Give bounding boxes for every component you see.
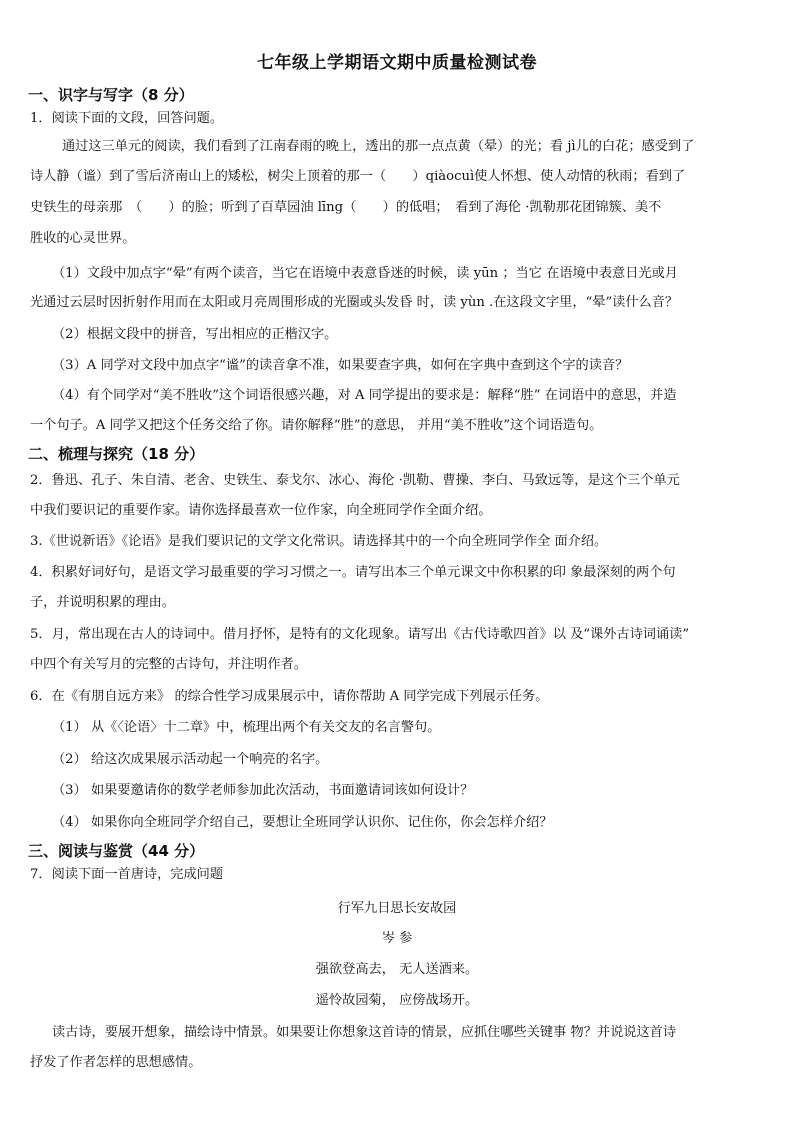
q6-sub4: （4） 如果你向全班同学介绍自己，要想让全班同学认识你、记住你，你会怎样介绍？ xyxy=(52,815,553,830)
q1-sub2: （2）根据文段中的拼音，写出相应的正楷汉字。 xyxy=(52,327,338,342)
poem-line-2: 遥怜故园菊， 应傍战场开。 xyxy=(315,993,479,1008)
q1-passage-line-4: 胜收的心灵世界。 xyxy=(30,231,136,246)
poem-title: 行军九日思长安故园 xyxy=(337,901,457,916)
q1-intro: 1．阅读下面的文段，回答问题。 xyxy=(30,111,224,126)
q3: 3.《世说新语》《论语》是我们要识记的文学文化常识。请选择其中的一个向全班同学作全 面介绍。 xyxy=(30,534,608,549)
q6-intro: 6．在《有朋自远方来》 的综合性学习成果展示中，请你帮助 A 同学完成下列展示任务。 xyxy=(30,689,549,704)
q1-passage-line-3: 史铁生的母亲那 （ ）的脸；听到了百草园油 līng（ ）的低唱； 看到了海伦 ·凯勒那花团锦簇、美不 xyxy=(30,200,662,215)
q4-line-2: 子，并说明积累的理由。 xyxy=(30,595,176,610)
q6-sub2: （2） 给这次成果展示活动起一个响亮的名字。 xyxy=(52,752,329,767)
section-heading-3: 三、阅读与鉴赏（44 分） xyxy=(28,842,205,860)
q5-line-2: 中四个有关写月的完整的古诗句，并注明作者。 xyxy=(30,657,307,672)
exam-title: 七年级上学期语文期中质量检测试卷 xyxy=(257,53,537,73)
q7-intro: 7．阅读下面一首唐诗，完成问题 xyxy=(30,867,224,882)
q2-line-1: 2．鲁迅、孔子、朱自清、老舍、史铁生、泰戈尔、冰心、海伦 ·凯勒、曹操、李白、马致远等，是这个三个单元 xyxy=(30,473,680,488)
q2-line-2: 中我们要识记的重要作家。请你选择最喜欢一位作家，向全班同学作全面介绍。 xyxy=(30,503,492,518)
q1-sub1-line-2: 光通过云层时因折射作用而在太阳或月亮周围形成的光圈或头发昏 时，读 yùn .在这段文字里，“晕”读什么音？ xyxy=(30,295,679,310)
q7-question-line-1: 读古诗，要展开想象，描绘诗中情景。如果要让你想象这首诗的情景，应抓住哪些关键事 物？并说说这首诗 xyxy=(52,1025,677,1040)
q1-sub4-line-1: （4）有个同学对“美不胜收”这个词语很感兴趣，对 A 同学提出的要求是：解释“胜” 在词语中的意思，并造 xyxy=(52,388,677,403)
poem-line-1: 强欲登高去， 无人送酒来。 xyxy=(315,962,479,977)
q1-sub4-line-2: 一个句子。A 同学又把这个任务交给了你。请你解释“胜”的意思， 并用“美不胜收”这个词语造句。 xyxy=(30,418,603,433)
q1-passage-line-2: 诗人静（谧）到了雪后济南山上的矮松，树尖上顶着的那一（ ）qiàocuì使人怀想、使人动情的秋雨；看到了 xyxy=(30,169,686,184)
q7-question-line-2: 抒发了作者怎样的思想感情。 xyxy=(30,1055,202,1070)
q1-passage-line-1: 通过这三单元的阅读，我们看到了江南春雨的晚上，透出的那一点点黄（晕）的光；看 jì儿的白花；感受到了 xyxy=(62,139,695,154)
poem-author: 岑 参 xyxy=(381,931,413,946)
q6-sub3: （3） 如果要邀请你的数学老师参加此次活动，书面邀请词该如何设计？ xyxy=(52,783,474,798)
q1-sub3: （3）A 同学对文段中加点字“谧”的读音拿不准，如果要查字典，如何在字典中查到这个字的读音？ xyxy=(52,358,629,373)
section-heading-1: 一、识字与写字（8 分） xyxy=(28,86,194,104)
q4-line-1: 4．积累好词好句，是语文学习最重要的学习习惯之一。请写出本三个单元课文中你积累的印 象最深刻的两个句 xyxy=(30,565,676,580)
q6-sub1: （1） 从《〈论语〉十二章》中，梳理出两个有关交友的名言警句。 xyxy=(52,720,441,735)
q5-line-1: 5．月，常出现在古人的诗词中。借月抒怀，是特有的文化现象。请写出《古代诗歌四首》以 及“课外古诗词诵读” xyxy=(30,627,690,642)
q1-sub1-line-1: （1）文段中加点字“晕”有两个读音，当它在语境中表意昏迷的时候，读 yūn ；当它 在语境中表意日光或月 xyxy=(52,266,678,281)
section-heading-2: 二、梳理与探究（18 分） xyxy=(28,445,205,463)
